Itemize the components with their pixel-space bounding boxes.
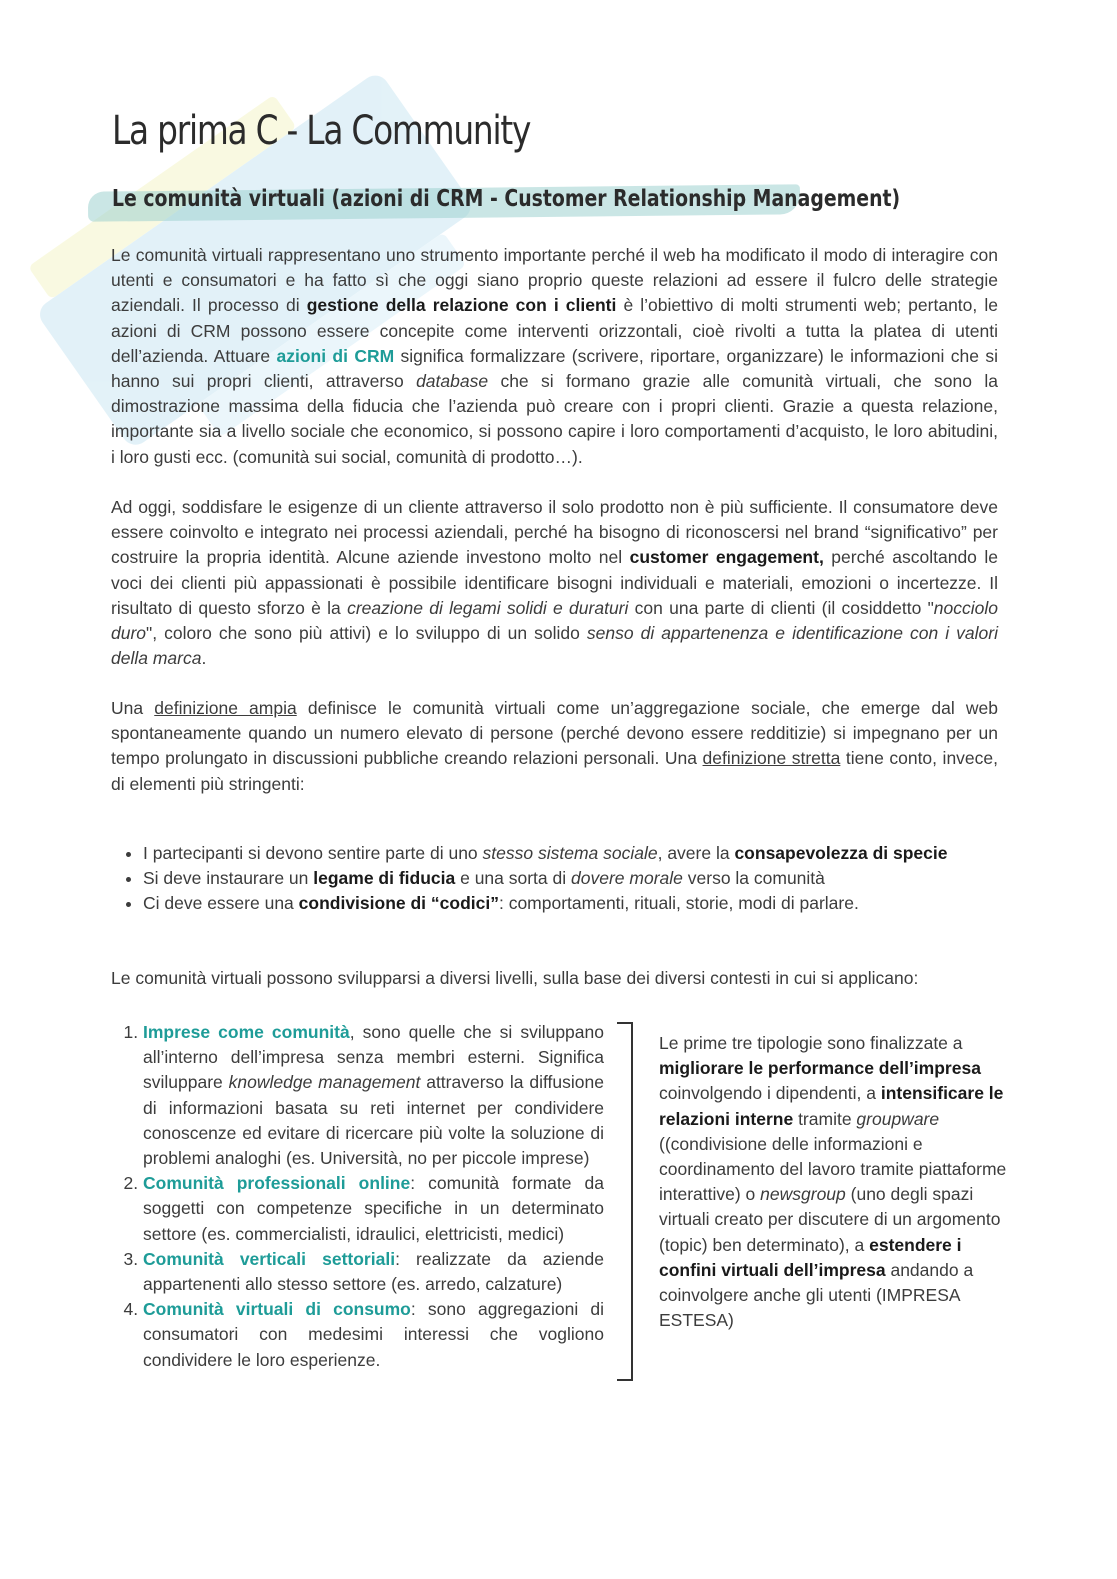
text-span: Ad oggi, soddisfare le esigenze di un cliente attraverso il solo prodotto non è più sufficiente. Il consumatore deve essere coinvolto e integrato nei processi aziendali, perché ha bisogno di riconoscersi nel brand “significativo” per costruire la propria identità. Alcune aziende investono molto nel [111,497,998,568]
italic-span: database [416,371,489,392]
subtitle-bold-2: CRM [436,186,484,212]
text-span: ", coloro che sono più attivi) e lo sviluppo di un solido [146,623,587,644]
text-span: con una parte di clienti (il cosiddetto " [628,597,934,618]
italic-span: groupware [856,1108,940,1129]
text-span: : sono aggregazioni di consumatori con medesimi interessi che vogliono condividere le loro esperienze. [143,1299,604,1370]
italic-span: senso di appartenenza e identificazione con i valori della marca [111,623,998,669]
bold-span: consapevolezza di specie [734,843,948,863]
text-span: è l’obiettivo di molti strumenti web; pertanto, le azioni di CRM possono essere concepite come interventi orizzontali, cioè rivolti a tutta la platea di utenti dell’azienda. Attuare [111,295,998,366]
text-span: : comunità formate da soggetti con competenze specifiche in un determinato settore (es. commercialisti, idraulici, elettricisti, medici) [143,1173,605,1244]
italic-span: creazione di legami solidi e duraturi [347,597,629,618]
teal-span: Comunità virtuali di consumo [143,1299,411,1320]
community-types-list [123,1020,604,1373]
text-span: e una sorta di [455,868,572,888]
text-span: tiene conto, invece, di elementi più stringenti: [111,748,998,794]
paragraph-crm [111,243,998,470]
italic-span: knowledge management [228,1072,421,1093]
section-subtitle [112,186,900,212]
text-span: , avere la [657,843,735,863]
italic-span: stesso sistema sociale [482,843,658,863]
text-span: andando a coinvolgere anche gli utenti (IMPRESA ESTESA) [659,1259,974,1331]
italic-span: nocciolo duro [111,597,999,644]
list-item [143,891,1043,916]
list-item [143,1247,604,1297]
list-item [143,1297,604,1373]
subtitle-part-2: - Customer Relationship Management) [483,186,901,212]
list-item [143,866,1043,891]
subtitle-bold-1: Le comunità virtuali [112,186,325,212]
underline-span: definizione ampia [154,698,297,718]
text-span: coinvolgendo i dipendenti, a [659,1083,881,1104]
criteria-list [118,841,1043,916]
text-span: Le comunità virtuali rappresentano uno strumento importante perché il web ha modificato il modo di interagire con utenti e consumatori e ha fatto sì che oggi siano proprio queste relazioni ad essere il fulcro delle strategie aziendali. Il processo di [111,245,998,316]
text-span: Ci deve essere una [143,893,299,913]
paragraph-engagement [111,495,998,671]
bracket-divider [617,1022,633,1381]
text-span: Le prime tre tipologie sono finalizzate a [659,1033,963,1053]
bold-span: legame di fiducia [313,868,456,888]
italic-span: newsgroup [760,1184,846,1205]
teal-span: Comunità professionali online [143,1173,411,1194]
page-title: La prima C - La Community [112,108,531,154]
teal-span: Imprese come comunità [143,1022,350,1042]
text-span: : comportamenti, rituali, storie, modi di parlare. [498,893,859,913]
text-span: tramite [793,1108,857,1129]
text-span: perché ascoltando le voci dei clienti più appassionati è possibile identificare bisogni individuali e materiali, emozioni o incertezze. Il risultato di questo sforzo è la [111,547,998,618]
text-span: Si deve instaurare un [143,868,314,888]
text-span: Una [111,698,155,718]
text-span: attraverso la diffusione di informazioni basata su reti internet per condividere conoscenze ed evitare di ricercare più volte la soluzione di problemi analoghi (es. Università, no per piccole imprese) [143,1072,604,1169]
side-note [659,1031,1014,1333]
text-span: (uno degli spazi virtuali creato per discutere di un argomento (topic) ben determinato), a [659,1184,1001,1255]
subtitle-part-1: (azioni di [324,186,437,212]
teal-span: azioni di CRM [276,345,395,366]
bold-span: estendere i confini virtuali dell’impresa [659,1234,962,1280]
text-span: : realizzate da aziende appartenenti allo stesso settore (es. arredo, calzature) [143,1248,604,1295]
bold-span: condivisione di “codici” [298,893,499,913]
text-span: I partecipanti si devono sentire parte di uno [143,843,483,863]
text-span: . [201,648,207,669]
teal-span: Comunità verticali settoriali [143,1248,396,1269]
text-span: ((condivisione delle informazioni e coordinamento del lavoro tramite piattaforme interattive) o [659,1133,1007,1205]
bold-span: intensificare le relazioni interne [659,1083,1004,1129]
italic-span: dovere morale [571,868,683,888]
underline-span: definizione stretta [702,748,841,769]
text-span: , sono quelle che si sviluppano all’interno dell’impresa senza membri esterni. Significa sviluppare [143,1022,604,1093]
text-span: definisce le comunità virtuali come un’aggregazione sociale, che emerge dal web spontaneamente quando un numero elevato di persone (perché devono essere redditizie) si impegnano per un tempo prolungato in discussioni pubbliche creando relazioni personali. Una [111,698,998,769]
text-span: che si formano grazie alle comunità virtuali, che sono la dimostrazione massima della fiducia che l’azienda può creare con i propri clienti. Grazie a questa relazione, importante sia a livello sociale che economico, si possono capire i loro comportamenti d’acquisto, le loro abitudini, i loro gusti ecc. (comunità sui social, comunità di prodotto…). [111,371,998,467]
list-item [143,1020,604,1171]
list-item [143,841,1043,866]
paragraph-levels-intro: Le comunità virtuali possono svilupparsi a diversi livelli, sulla base dei diversi contesti in cui si applicano: [111,968,919,988]
text-span: verso la comunità [682,868,825,888]
bold-span: migliorare le performance dell’impresa [659,1058,981,1079]
text-span: significa formalizzare (scrivere, riportare, organizzare) le informazioni che si hanno sui propri clienti, attraverso [111,345,998,392]
bold-span: gestione della relazione con i clienti [306,295,617,316]
bold-span: customer engagement, [629,547,824,568]
paragraph-definitions [111,696,998,797]
list-item [143,1171,604,1247]
